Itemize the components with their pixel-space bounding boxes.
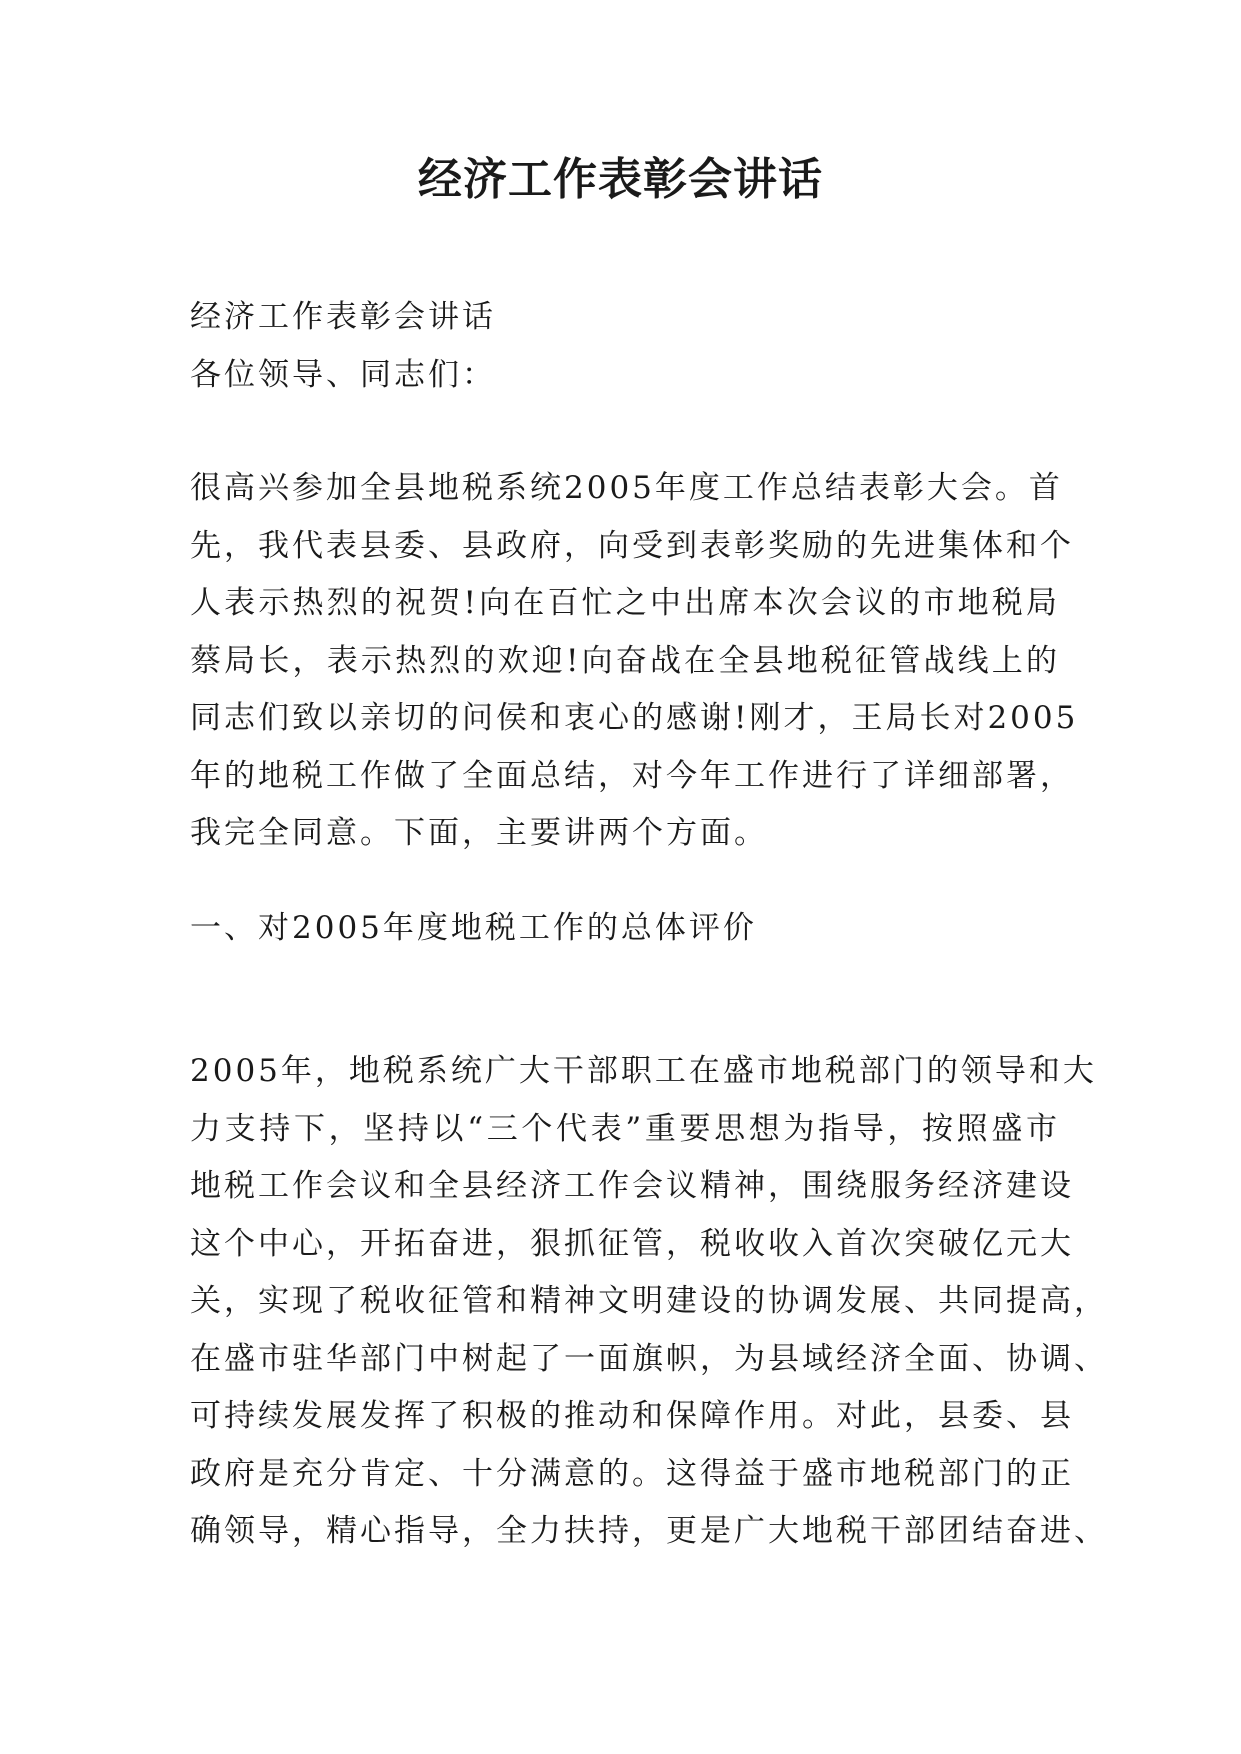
paragraph-line: 蔡局长，表示热烈的欢迎!向奋战在全县地税征管战线上的: [190, 642, 1060, 679]
paragraph-line: 2005年，地税系统广大干部职工在盛市地税部门的领导和大: [190, 1053, 1097, 1089]
paragraph-line: 这个中心，开拓奋进，狠抓征管，税收收入首次突破亿元大: [190, 1225, 1074, 1262]
paragraph-line: 我完全同意。下面，主要讲两个方面。: [190, 815, 768, 851]
paragraph-line: 在盛市驻华部门中树起了一面旗帜，为县域经济全面、协调、: [190, 1340, 1108, 1377]
paragraph-line: 确领导，精心指导，全力扶持，更是广大地税干部团结奋进、: [190, 1513, 1108, 1549]
section-heading: 一、对2005年度地税工作的总体评价: [190, 910, 757, 946]
opening-block: [190, 289, 1060, 404]
paragraph-line: 人表示热烈的祝贺!向在百忙之中出席本次会议的市地税局: [190, 585, 1060, 621]
subtitle-line: 经济工作表彰会讲话: [190, 299, 496, 335]
paragraph-line: 力支持下，坚持以“三个代表”重要思想为指导，按照盛市: [190, 1110, 1060, 1147]
paragraph-line: 同志们致以亲切的问侯和衷心的感谢!刚才，王局长对2005: [190, 700, 1079, 736]
paragraph-line: 先，我代表县委、县政府，向受到表彰奖励的先进集体和个: [190, 527, 1074, 564]
paragraph-line: 政府是充分肯定、十分满意的。这得益于盛市地税部门的正: [190, 1455, 1074, 1492]
paragraph-line: 年的地税工作做了全面总结，对今年工作进行了详细部署，: [190, 757, 1074, 794]
paragraph-line: 地税工作会议和全县经济工作会议精神，围绕服务经济建设: [190, 1168, 1074, 1204]
paragraph-intro: [190, 460, 1079, 863]
paragraph-line: 很高兴参加全县地税系统2005年度工作总结表彰大会。首: [190, 470, 1063, 506]
section-heading-block: [190, 900, 1060, 958]
paragraph-line: 关，实现了税收征管和精神文明建设的协调发展、共同提高，: [190, 1283, 1108, 1319]
document-title: 经济工作表彰会讲话: [418, 154, 823, 205]
paragraph-evaluation: [190, 1043, 1108, 1561]
paragraph-line: 可持续发展发挥了积极的推动和保障作用。对此，县委、县: [190, 1398, 1074, 1434]
greeting-line: 各位领导、同志们：: [190, 356, 496, 393]
